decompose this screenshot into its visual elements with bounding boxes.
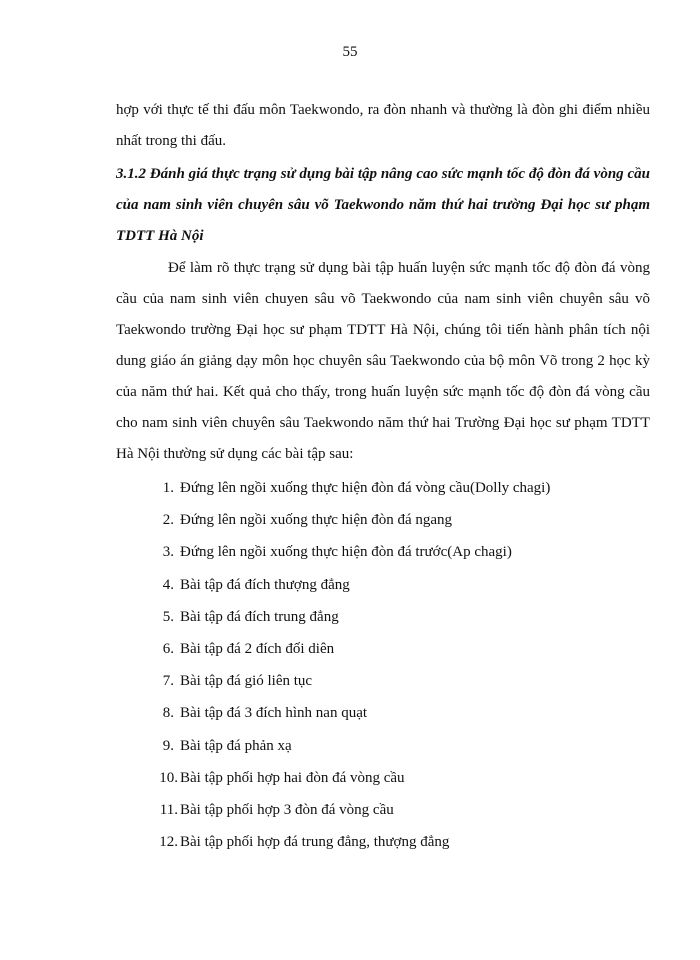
list-item-text: Bài tập đá 2 đích đối diên: [180, 640, 335, 657]
list-item-text: Đứng lên ngồi xuống thực hiện đòn đá ngang: [180, 512, 453, 529]
list-item: [116, 826, 650, 858]
list-item: [116, 601, 650, 633]
list-item-number: 11.: [159, 801, 178, 818]
list-item-number: 2.: [162, 512, 174, 529]
body-paragraph: Để làm rõ thực trạng sử dụng bài tập huấn luyện sức mạnh tốc độ đòn đá vòng cầu của nam sinh viên chuyen sâu võ Taekwondo của nam sinh viên chuyên sâu võ Taekwondo trường Đại học sư phạm TDTT Hà Nội, chúng tôi tiến hành phân tích nội dung giáo án giảng dạy môn học chuyên sâu Taekwondo của bộ môn Võ trong 2 học kỳ của năm thứ hai. Kết quả cho thấy, trong huấn luyện sức mạnh tốc độ đòn đá vòng cầu cho nam sinh viên chuyên sâu Taekwondo năm thứ hai Trường Đại học sư phạm TDTT Hà Nội thường sử dụng các bài tập sau:: [116, 260, 650, 462]
list-item-text: Bài tập đá 3 đích hình nan quạt: [180, 705, 368, 722]
list-item-number: 10.: [159, 769, 178, 786]
list-item: [116, 504, 650, 536]
list-item-text: Bài tập phối hợp đá trung đẳng, thượng đẳng: [180, 834, 450, 851]
list-item-number: 5.: [162, 608, 174, 625]
list-item-text: Đứng lên ngồi xuống thực hiện đòn đá vòng cầu(Dolly chagi): [180, 480, 551, 496]
list-item: [116, 633, 650, 665]
list-item: [116, 762, 650, 794]
list-item-number: 4.: [162, 576, 174, 593]
list-item-text: Bài tập đá đích thượng đẳng: [180, 576, 350, 593]
list-item: [116, 794, 650, 826]
intro-paragraph: hợp với thực tế thi đấu môn Taekwondo, ra đòn nhanh và thường là đòn ghi điểm nhiều nhất trong thi đấu.: [116, 102, 650, 149]
page-content: [116, 95, 650, 858]
list-item-text: Bài tập đá gió liên tục: [180, 673, 313, 690]
list-item: [116, 569, 650, 601]
list-item-text: Bài tập đá phản xạ: [180, 737, 292, 754]
list-item-number: 12.: [159, 834, 178, 851]
list-item-number: 6.: [162, 640, 174, 657]
list-item-number: 7.: [162, 673, 174, 690]
list-item-number: 1.: [162, 480, 174, 496]
list-item-text: Bài tập đá đích trung đẳng: [180, 608, 339, 625]
list-item: [116, 730, 650, 762]
page-number: 55: [342, 44, 358, 60]
list-item-text: Đứng lên ngồi xuống thực hiện đòn đá trước(Ap chagi): [180, 544, 512, 561]
list-item: [116, 697, 650, 729]
list-item: [116, 472, 650, 504]
exercise-list: [116, 472, 650, 858]
list-item-number: 9.: [162, 737, 174, 754]
list-item: [116, 536, 650, 568]
list-item-text: Bài tập phối hợp hai đòn đá vòng cầu: [180, 769, 405, 786]
list-item-number: 3.: [162, 544, 174, 561]
section-heading: 3.1.2 Đánh giá thực trạng sử dụng bài tập nâng cao sức mạnh tốc độ đòn đá vòng cầu của nam sinh viên chuyên sâu võ Taekwondo năm thứ hai trường Đại học sư phạm TDTT Hà Nội: [116, 166, 650, 244]
list-item: [116, 665, 650, 697]
list-item-text: Bài tập phối hợp 3 đòn đá vòng cầu: [180, 801, 394, 818]
list-item-number: 8.: [162, 705, 174, 722]
